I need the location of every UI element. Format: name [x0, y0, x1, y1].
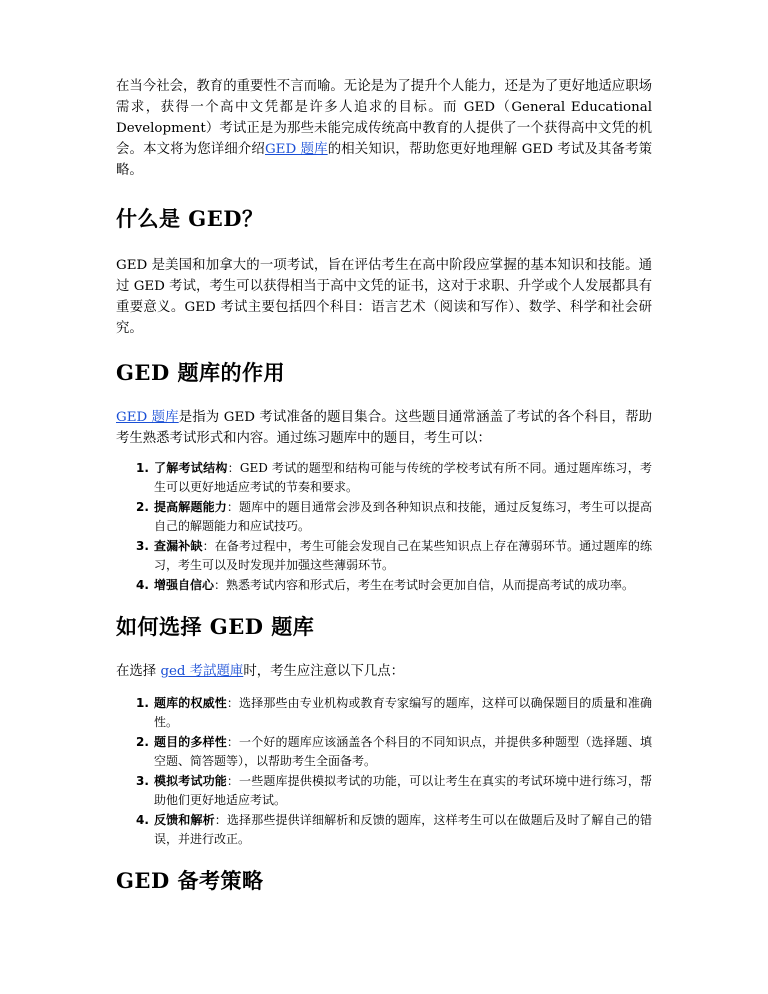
- what-is-ged-paragraph: GED 是美国和加拿大的一项考试，旨在评估考生在高中阶段应掌握的基本知识和技能。通过 GED 考试，考生可以获得相当于高中文凭的证书，这对于求职、升学或个人发展都具有重要意义。GED 考试主要包括四个科目：语言艺术（阅读和写作）、数学、科学和社会研究。: [116, 258, 652, 336]
- list-desc: ：选择那些由专业机构或教育专家编写的题库，这样可以确保题目的质量和准确性。: [154, 696, 652, 729]
- list-item: [136, 733, 652, 771]
- list-number: 3.: [136, 774, 149, 788]
- list-term: 题库的权威性: [154, 696, 227, 710]
- list-number: 4.: [136, 813, 149, 827]
- list-number: 1.: [136, 696, 149, 710]
- question-bank-role-paragraph: [116, 407, 652, 449]
- list-desc: ：一些题库提供模拟考试的功能，可以让考生在真实的考试环境中进行练习，帮助他们更好地适应考试。: [154, 774, 652, 807]
- intro-text-before-link: 在当今社会，教育的重要性不言而喻。无论是为了提升个人能力，还是为了更好地适应职场需求，获得一个高中文凭都是许多人追求的目标。而 GED（General Educational Development）考试正是为那些未能完成传统高中教育的人提供了一个获得高中文凭的机会。本文将为您详细介绍: [116, 79, 652, 157]
- list-item: [136, 537, 652, 575]
- list-term: 查漏补缺: [154, 539, 203, 553]
- ged-exam-bank-link[interactable]: ged 考試題庫: [160, 664, 244, 679]
- heading-question-bank-role: GED 题库的作用: [116, 360, 285, 385]
- list-term: 模拟考试功能: [154, 774, 227, 788]
- list-item: [136, 498, 652, 536]
- benefits-list: [116, 459, 652, 595]
- intro-paragraph: [116, 76, 652, 181]
- choose-text-before-link: 在选择: [116, 664, 161, 679]
- list-item: [136, 772, 652, 810]
- list-term: 了解考试结构: [154, 461, 228, 475]
- how-to-choose-paragraph: [116, 661, 652, 682]
- heading-prep-strategy: GED 备考策略: [116, 868, 264, 893]
- choose-text-after-link: 时，考生应注意以下几点：: [243, 664, 405, 679]
- role-text-after-link: 是指为 GED 考试准备的题目集合。这些题目通常涵盖了考试的各个科目，帮助考生熟悉考试形式和内容。通过练习题库中的题目，考生可以：: [116, 410, 653, 446]
- heading-how-to-choose: 如何选择 GED 题库: [116, 614, 315, 639]
- list-term: 题目的多样性: [154, 735, 227, 749]
- list-number: 2.: [136, 735, 149, 749]
- list-number: 4.: [136, 578, 149, 592]
- list-term: 反馈和解析: [154, 813, 215, 827]
- selection-criteria-list: [116, 694, 652, 849]
- list-term: 提高解题能力: [154, 500, 227, 514]
- list-number: 1.: [136, 461, 149, 475]
- ged-question-bank-link[interactable]: GED 题库: [116, 410, 179, 425]
- list-number: 2.: [136, 500, 149, 514]
- intro-text-after-link: 的相关知识，帮助您更好地理解 GED 考试及其备考策略。: [116, 142, 652, 178]
- list-term: 增强自信心: [154, 578, 215, 592]
- heading-what-is-ged: 什么是 GED？: [116, 206, 264, 231]
- list-desc: ：熟悉考试内容和形式后，考生在考试时会更加自信，从而提高考试的成功率。: [214, 578, 635, 592]
- list-number: 3.: [136, 539, 149, 553]
- list-desc: ：题库中的题目通常会涉及到各种知识点和技能，通过反复练习，考生可以提高自己的解题能力和应试技巧。: [154, 500, 652, 533]
- list-item: [136, 811, 652, 849]
- list-desc: ：在备考过程中，考生可能会发现自己在某些知识点上存在薄弱环节。通过题库的练习，考生可以及时发现并加强这些薄弱环节。: [154, 539, 652, 572]
- ged-question-bank-link[interactable]: GED 题库: [264, 142, 328, 157]
- list-item: [136, 576, 652, 595]
- list-item: [136, 459, 652, 497]
- list-desc: ：GED 考试的题型和结构可能与传统的学校考试有所不同。通过题库练习，考生可以更好地适应考试的节奏和要求。: [154, 461, 652, 494]
- list-desc: ：选择那些提供详细解析和反馈的题库，这样考生可以在做题后及时了解自己的错误，并进行改正。: [154, 813, 652, 846]
- list-desc: ：一个好的题库应该涵盖各个科目的不同知识点，并提供多种题型（选择题、填空题、简答题等），以帮助考生全面备考。: [154, 735, 652, 768]
- list-item: [136, 694, 652, 732]
